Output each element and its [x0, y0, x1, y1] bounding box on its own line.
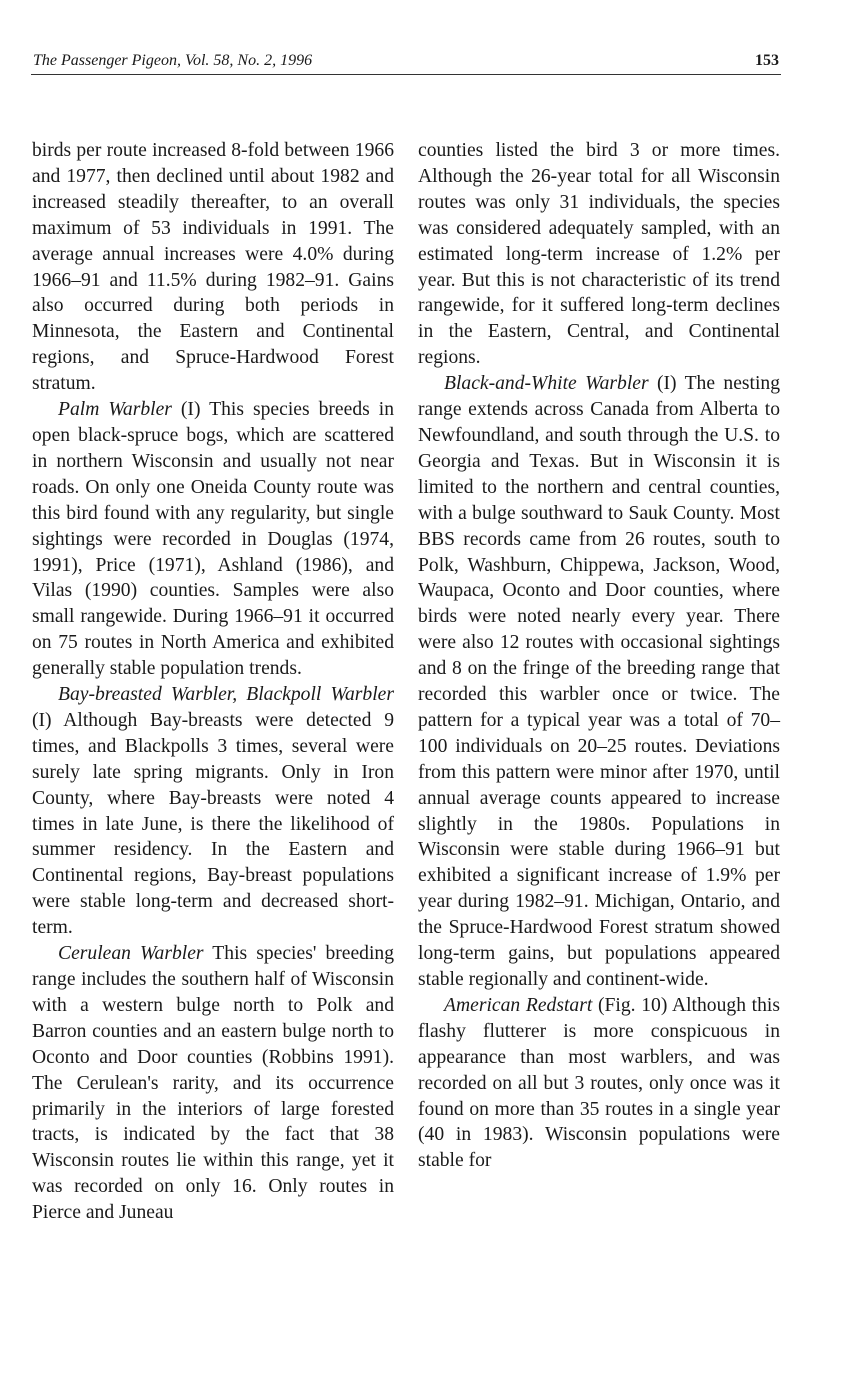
paragraph-text: birds per route increased 8-fold between 1966 and 1977, then declined until about 1982 and increased steadily thereafter, to an overall maximum of 53 individuals in 1991. The average annual increases were 4.0% during 1966–91 and 11.5% during 1982–91. Gains also occurred during both periods in Minnesota, the Eastern and Continental regions, and Spruce-Hardwood Forest stratum. — [32, 140, 394, 395]
species-heading: Palm Warbler — [58, 399, 172, 421]
journal-citation: The Passenger Pigeon, Vol. 58, No. 2, 1996 — [33, 52, 313, 69]
right-column — [418, 138, 780, 1174]
paragraph-black-and-white-warbler — [418, 371, 780, 993]
paragraph-continued — [32, 138, 394, 397]
species-heading: Bay-breasted Warbler, Blackpoll Warbler — [58, 684, 394, 706]
paragraph-text: (I) Although Bay-breasts were detected 9 times, and Blackpolls 3 times, several were surely late spring migrants. Only in Iron County, where Bay-breasts were noted 4 times in late June, is there the likelihood of summer residency. In the Eastern and Continental regions, Bay-breast populations were stable long-term and decreased short-term. — [32, 709, 394, 939]
left-column — [32, 138, 394, 1226]
paragraph-text: (I) This species breeds in open black-spruce bogs, which are scattered in northern Wisconsin and usually not near roads. On only one Oneida County route was this bird found with any regularity, but single sightings were recorded in Douglas (1974, 1991), Price (1971), Ashland (1986), and Vilas (1990) counties. Samples were also small rangewide. During 1966–91 it occurred on 75 routes in North America and exhibited generally stable population trends. — [32, 399, 394, 680]
species-heading: Cerulean Warbler — [58, 943, 204, 965]
species-heading: American Redstart — [444, 994, 593, 1016]
species-heading: Black-and-White Warbler — [444, 373, 649, 395]
paragraph-american-redstart — [418, 993, 780, 1174]
paragraph-palm-warbler — [32, 397, 394, 682]
paragraph-text: counties listed the bird 3 or more times. Although the 26-year total for all Wisconsin routes was only 31 individuals, the species was considered adequately sampled, with an estimated long-term increase of 1.2% per year. But this is not characteristic of its trend rangewide, for it suffered long-term declines in the Eastern, Central, and Continental regions. — [418, 140, 780, 369]
paragraph-continued — [418, 138, 780, 371]
paragraph-bay-breasted-blackpoll — [32, 682, 394, 941]
paragraph-text: (I) The nesting range extends across Canada from Alberta to Newfoundland, and south through the U.S. to Georgia and Texas. But in Wisconsin it is limited to the northern and central counties, with a bulge southward to Sauk County. Most BBS records came from 26 routes, south to Polk, Washburn, Chippewa, Jackson, Wood, Waupaca, Oconto and Door counties, where birds were noted nearly every year. There were also 12 routes with occasional sightings and 8 on the fringe of the breeding range that recorded this warbler once or twice. The pattern for a typical year was a total of 70–100 individuals on 20–25 routes. Deviations from this pattern were minor after 1970, until annual average counts appeared to increase slightly in the 1980s. Populations in Wisconsin were stable during 1966–91 but exhibited a significant increase of 1.9% per year during 1982–91. Michigan, Ontario, and the Spruce-Hardwood Forest stratum showed long-term gains, but populations appeared stable regionally and continent-wide. — [418, 373, 780, 990]
paragraph-text: (Fig. 10) Although this flashy flutterer is more conspicuous in appearance than most warblers, and was recorded on all but 3 routes, only once was it found on more than 35 routes in a single year (40 in 1983). Wisconsin populations were stable for — [418, 994, 780, 1172]
paragraph-text: This species' breeding range includes the southern half of Wisconsin with a western bulge north to Polk and Barron counties and an eastern bulge north to Oconto and Door counties (Robbins 1991). The Cerulean's rarity, and its occurrence primarily in the interiors of large forested tracts, is indicated by the fact that 38 Wisconsin routes lie within this range, yet it was recorded on only 16. Only routes in Pierce and Juneau — [32, 943, 395, 1224]
page-number: 153 — [755, 52, 779, 69]
paragraph-cerulean-warbler — [32, 941, 394, 1226]
running-header — [31, 50, 781, 75]
